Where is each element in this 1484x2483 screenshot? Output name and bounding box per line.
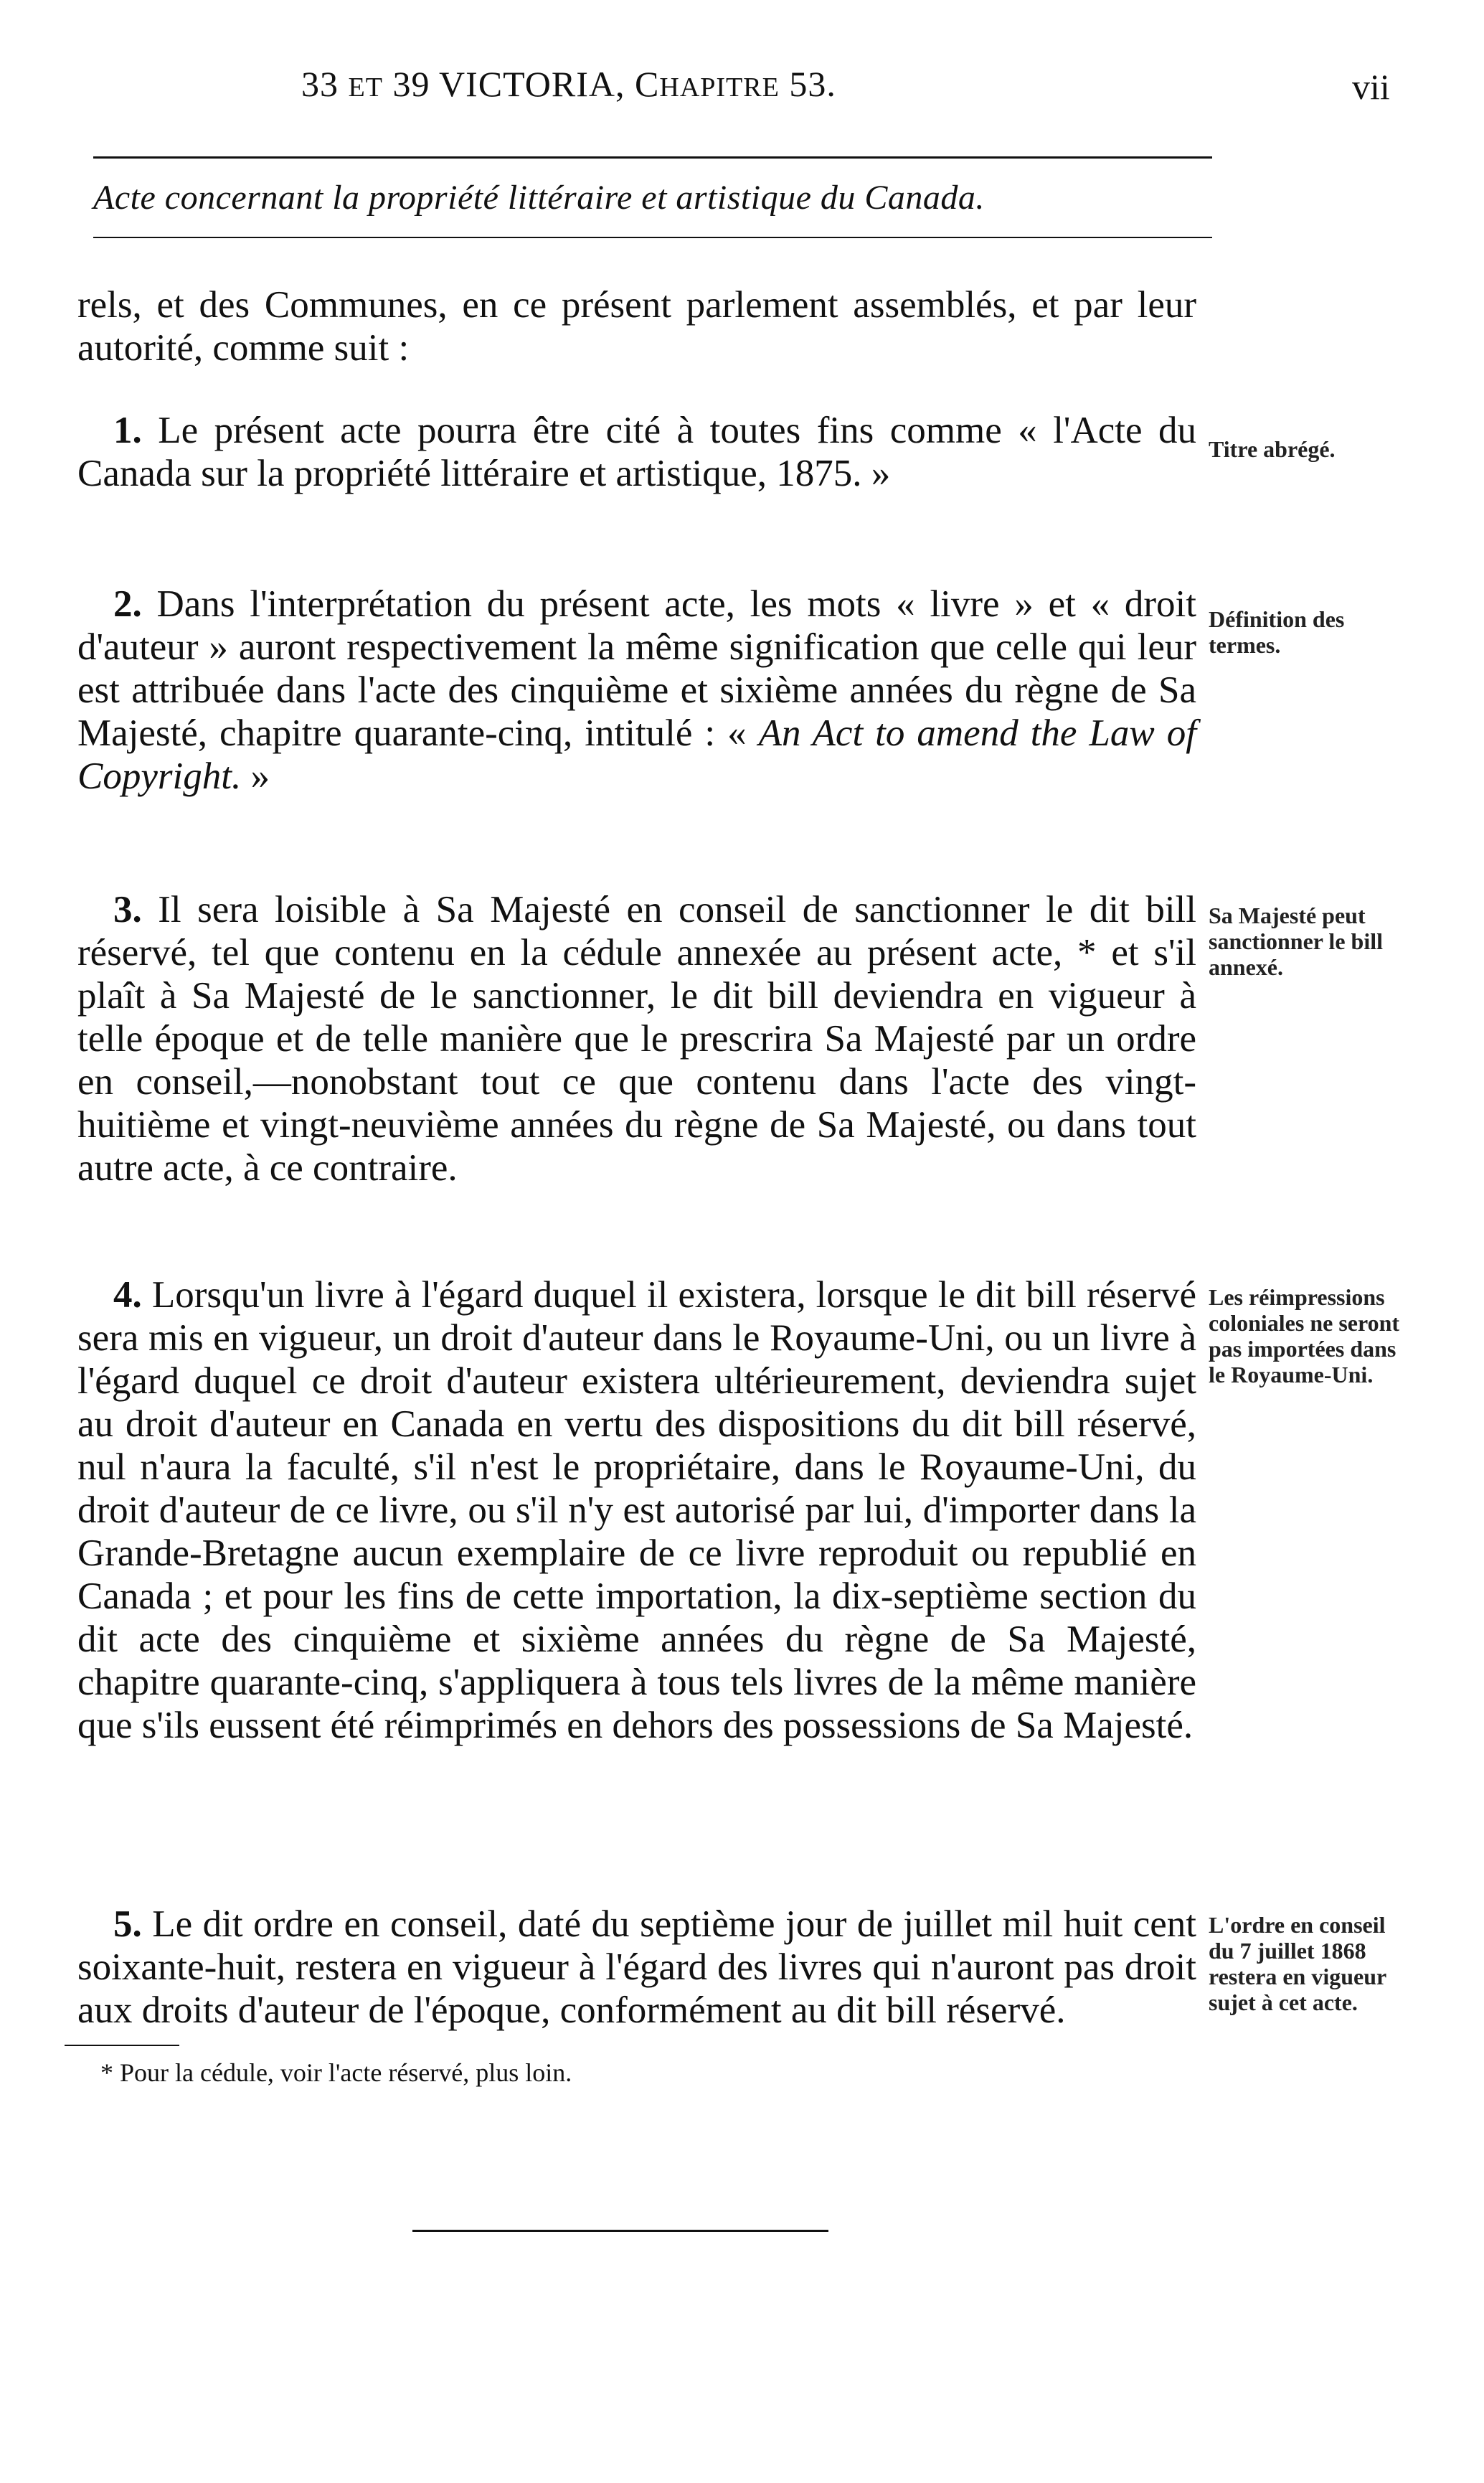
section-4 [77,1273,1196,1747]
header-chapitre-initial: C [635,64,660,104]
running-head [301,63,836,105]
margin-note-3: Sa Majesté peut sanctionner le bill annexé. [1209,903,1383,980]
footnote: * Pour la cédule, voir l'acte réservé, plus loin. [100,2058,572,2087]
section-2-text-end: » [241,755,270,797]
section-1 [77,409,1196,495]
section-5-text: Le dit ordre en conseil, daté du septième jour de juillet mil huit cent soixante-huit, restera en vigueur à l'égard des livres qui n'auront pas droit aux droits d'auteur de l'époque, conformément au dit bill réservé. [77,1903,1196,2031]
section-4-number: 4. [113,1274,142,1316]
section-4-text: Lorsqu'un livre à l'égard duquel il existera, lorsque le dit bill réservé sera mis en vigueur, un droit d'auteur dans le Royaume-Uni, ou un livre à l'égard duquel ce droit d'auteur existera ultérieurement, deviendra sujet au droit d'auteur en Canada en vertu des dispositions du dit bill réservé, nul n'aura la faculté, s'il n'est le propriétaire, dans le Royaume-Uni, du droit d'auteur de ce livre, ou s'il n'y est autorisé par lui, d'importer dans la Grande-Bretagne aucun exemplaire de ce livre reproduit ou republié en Canada ; et pour les fins de cette importation, la dix-septième section du dit acte des cinquième et sixième années du règne de Sa Majesté, chapitre quarante-cinq, s'appliquera à tous tels livres de la même manière que s'ils eussent été réimprimés en dehors des possessions de Sa Majesté. [77,1274,1196,1746]
header-et: ET [348,72,383,103]
margin-note-2: Définition des termes. [1209,606,1345,658]
margin-note-4: Les réimpressions coloniales ne seront pas importées dans le Royaume-Uni. [1209,1284,1400,1387]
section-3 [77,888,1196,1189]
section-2-number: 2. [113,583,142,625]
section-1-text: Le présent acte pourra être cité à toutes fins comme « l'Acte du Canada sur la propriété littéraire et artistique, 1875. » [77,410,1197,494]
section-3-number: 3. [113,889,142,930]
section-1-number: 1. [113,410,142,451]
header-year-1: 33 [301,64,339,104]
margin-note-1: Titre abrégé. [1209,436,1336,462]
page-number: vii [1352,67,1390,107]
section-5 [77,1903,1196,2032]
header-chapitre-rest: HAPITRE [659,72,780,103]
section-5-number: 5. [113,1903,142,1945]
header-rule-bottom [93,237,1212,238]
margin-note-5: L'ordre en conseil du 7 juillet 1868 restera en vigueur sujet à cet acte. [1209,1912,1386,2015]
header-chapter-number: 53. [789,64,836,104]
section-2-act-title: An Act to amend the Law of Copyright. [77,712,1196,797]
section-2 [77,583,1196,798]
section-2-text: Dans l'interprétation du présent acte, les mots « livre » et « droit d'auteur » auront respectivement la même signification que celle qui leur est attribuée dans l'acte des cinquième et sixième années du règne de Sa Majesté, chapitre quarante-cinq, intitulé : « [77,583,1197,754]
header-year-2: 39 [392,64,430,104]
footnote-rule [65,2045,179,2046]
intro-text: rels, et des Communes, en ce présent parlement assemblés, et par leur autorité, comme suit : [77,284,1196,369]
end-rule [412,2230,828,2232]
header-chapitre [635,64,780,104]
header-rule-top [93,156,1212,159]
act-subtitle: Acte concernant la propriété littéraire et artistique du Canada. [93,179,985,217]
section-3-text: Il sera loisible à Sa Majesté en conseil de sanctionner le dit bill réservé, tel que contenu en la cédule annexée au présent acte, * et s'il plaît à Sa Majesté de le sanctionner, le dit bill deviendra en vigueur à telle époque et de telle manière que le prescrira Sa Majesté par un ordre en conseil,—nonobstant tout ce que contenu dans l'acte des vingt-huitième et vingt-neuvième années du règne de Sa Majesté, ou dans tout autre acte, à ce contraire. [77,889,1196,1189]
intro-paragraph [77,283,1196,369]
header-victoria: VICTORIA, [439,64,625,104]
